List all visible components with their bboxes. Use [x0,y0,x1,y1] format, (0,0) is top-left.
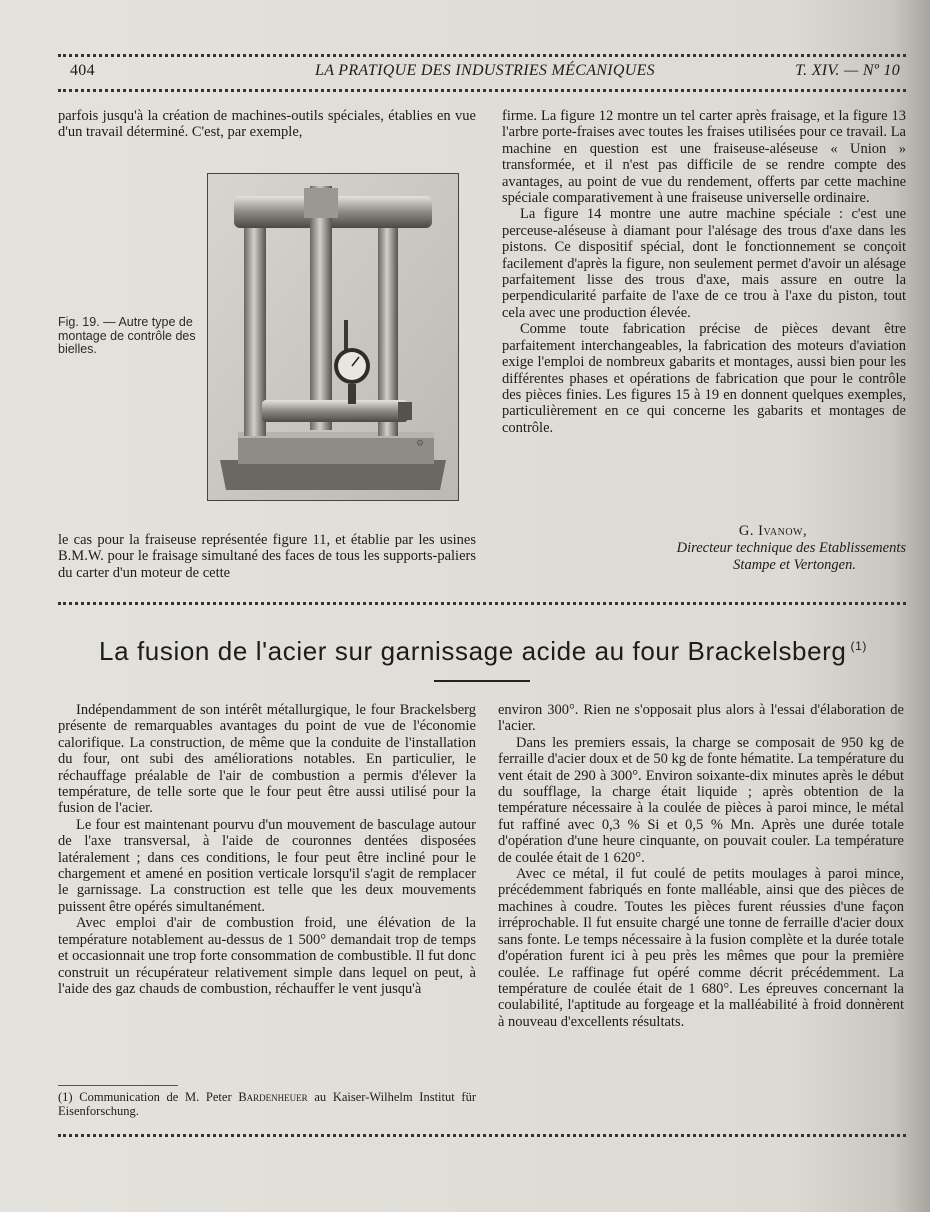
figure-19-photo [207,173,459,501]
prev-article-left-top [58,108,476,141]
paragraph: La figure 14 montre une autre machine spéciale : c'est une perceuse-aléseuse à diamant pour l'alésage des trous d'axe dans les pistons. Ce dispositif spécial, dont le fonctionnement se conçoit facilement d'après la figure, non seulement permet d'avoir un alésage parfaitement lisse des trous d'axe, mais assure en outre la perpendicularité parfaite de l'axe de ce trou à l'axe du piston, tout cela avec une production élevée. [502,206,906,321]
footnote-rule [58,1085,178,1086]
prev-article-left-bottom [58,532,476,581]
header-top-rule [58,54,906,57]
article-title [60,636,906,667]
title-underline [434,680,530,682]
section-divider [58,602,906,605]
paragraph: parfois jusqu'à la création de machines-outils spéciales, établies en vue d'un travail déterminé. C'est, par exemple, [58,108,476,141]
article-left-column [58,702,476,997]
paragraph: le cas pour la fraiseuse représentée figure 11, et établie par les usines B.M.W. pour le fraisage simultané des faces de tous les supports-paliers du carter d'un moteur de cette [58,532,476,581]
svg-text:⚙: ⚙ [416,439,425,449]
article-title-text: La fusion de l'acier sur garnissage acide au four Brackelsberg [99,636,847,666]
paragraph: Comme toute fabrication précise de pièces devant être parfaitement interchangeables, la fabrication des moteurs d'aviation exige l'emploi de nombreux gabarits et montages, aussi bien pour les différentes phases et opérations de fabrication que pour le contrôle des pièces finies. Les figures 15 à 19 en donnent quelques exemples, particulièrement en ce qui concerne les gabarits et montages de contrôle. [502,321,906,436]
paragraph: Avec ce métal, il fut coulé de petits moulages à paroi mince, précédemment fabriqués en fonte malléable, ainsi que des pièces de machines à coudre. Toutes les pièces furent réussies d'une façon irréprochable. Il fut ensuite chargé une tonne de ferraille d'acier doux sans fonte. Le temps nécessaire à la fusion complète et la durée totale d'opération furent ici à peu près les mêmes que pour la première coulée. Le raffinage fut opéré comme décrit précédemment. La température de coulée était de 1 680°. Les épreuves concernant la coulabilité, l'aptitude au forgeage et la malléabilité à froid donnèrent à nouveau d'excellents résultats. [498,866,904,1030]
paragraph: firme. La figure 12 montre un tel carter après fraisage, et la figure 13 l'arbre porte-fraises avec toutes les fraises utilisées pour ce travail. La machine en question est une fraiseuse-aléseuse « Union » transformée, et il n'est pas difficile de se rendre compte des avantages, au point de vue du rendement, offerts par cette machine spéciale comparativement à une fraiseuse universelle ordinaire. [502,108,906,207]
author-name: G. Ivanow, [738,523,808,539]
footnote-text-end: au Kaiser-Wilhelm Institut für Eisenforschung. [58,1090,476,1118]
volume-number: T. XIV. — Nº 10 [795,62,900,79]
figure-caption: Fig. 19. — Autre type de montage de contrôle des bielles. [58,315,196,356]
paragraph: environ 300°. Rien ne s'opposait plus alors à l'essai d'élaboration de l'acier. [498,702,904,735]
page-bottom-rule [58,1134,906,1137]
journal-title: LA PRATIQUE DES INDUSTRIES MÉCANIQUES [315,62,655,79]
author-signature [600,523,906,574]
article-right-column [498,702,904,1030]
footnote-marker: (1) [850,639,867,654]
footnote-text: (1) Communication de M. Peter [58,1090,239,1104]
paragraph: Dans les premiers essais, la charge se composait de 950 kg de ferraille d'acier doux et de 50 kg de fonte hématite. La température du vent était de 290 à 300°. Environ soixante-dix minutes après le début du soufflage, la charge était liquide ; après obtention de la température nécessaire à la coulée de pièces à paroi mince, le métal fut raffiné avec 0,3 % Si et 0,5 % Mn. Après une durée totale d'opération d'une heure cinquante, on pouvait couler. La température de coulée était de 1 620°. [498,734,904,866]
paragraph: Le four est maintenant pourvu d'un mouvement de basculage autour de l'axe transversal, à l'aide de couronnes dentées disposées latéralement ; dans ces conditions, le four peut être incliné pour le chargement et amené en position verticale lorsqu'il s'agit de remplacer le garnissage. La construction est telle que les deux mouvements puissent être opérés simultanément. [58,816,476,915]
page-number: 404 [70,62,95,79]
header-bottom-rule [58,89,906,92]
paragraph: Avec emploi d'air de combustion froid, une élévation de la température notablement au-dessus de 1 500° demandait trop de temps et occasionnait une trop forte consommation de combustible. Il fut donc construit un récupérateur relativement simple dans lequel on peut, à l'aide des gaz chauds de combustion, réchauffer le vent jusqu'à [58,915,476,997]
footnote-author: Bardenheuer [238,1090,308,1104]
footnote [58,1090,476,1118]
prev-article-right-column [502,108,906,436]
author-role: Directeur technique des Etablissements [676,540,906,556]
connecting-rod-gauge-illustration [208,174,458,500]
author-company: Stampe et Vertongen. [733,557,856,573]
paragraph: Indépendamment de son intérêt métallurgique, le four Brackelsberg présente de remarquables avantages du point de vue de l'économie calorifique. La construction, de même que la conduite de l'installation du four, ont subi des améliorations notables. En particulier, le réchauffage préalable de l'air de combustion a permis d'élever la température, de telle sorte que le four peut être aussi utilisé pour la fusion de l'acier. [58,702,476,817]
running-header [70,60,906,86]
